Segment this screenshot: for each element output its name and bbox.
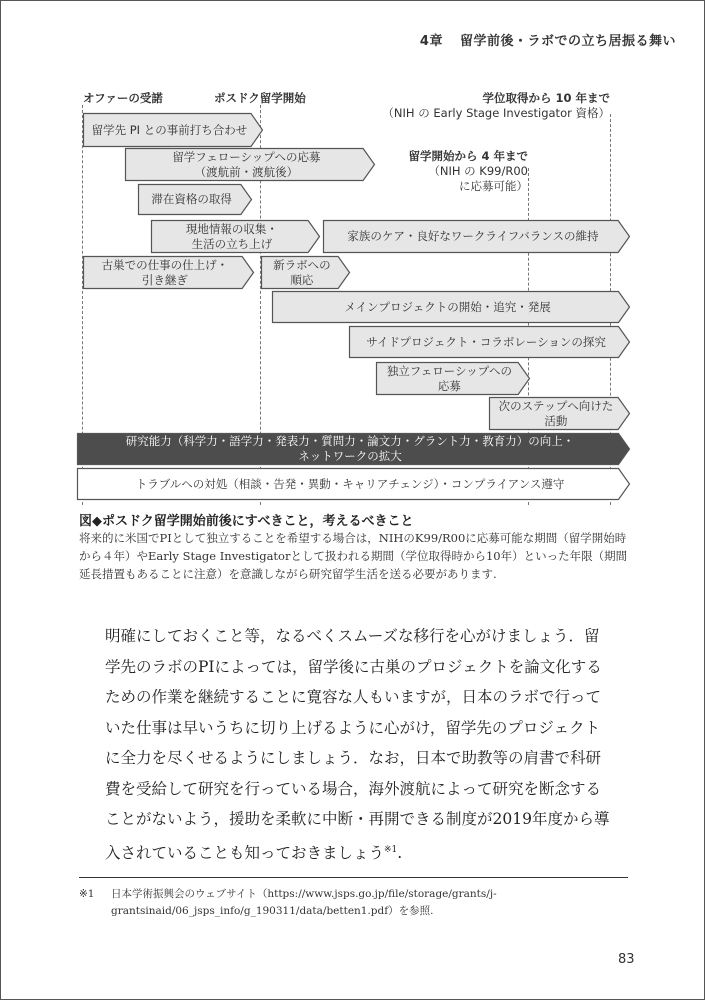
bar-label-line: サイドプロジェクト・コラボレーションの探究: [366, 334, 606, 349]
bar-label: [125, 148, 368, 181]
footnote-reference[interactable]: ※1: [384, 844, 398, 855]
chapter-number: 4章: [419, 34, 443, 49]
page-number: 83: [618, 952, 635, 967]
bar-label-line: 活動: [544, 413, 568, 428]
body-line: 費を受給して研究を行っている場合，海外渡航によって研究を断念する: [105, 779, 602, 798]
bar-label-line: 引き継ぎ: [141, 272, 188, 287]
bar-label-line: 現地情報の収集・: [185, 221, 278, 236]
bar-label: [261, 256, 343, 289]
body-line: ことがないよう，援助を柔軟に中断・再開できる制度が2019年度から導: [105, 810, 610, 828]
bar-label: [489, 397, 623, 430]
chapter-title: 留学前後・ラボでの立ち居振る舞い: [459, 34, 676, 49]
bar-next-step: [489, 397, 630, 430]
footnote-mark: ※1: [79, 888, 95, 900]
bar-label-line: 留学先 PI との事前打ち合わせ: [91, 122, 248, 137]
body-line: に全力を尽くせるようにしましょう．なお，日本で助教等の肩書で科研: [105, 749, 602, 767]
milestone-esi-line-1: 学位取得から 10 年まで: [482, 91, 610, 105]
body-line: 明確にしておくこと等，なるべくスムーズな移行を心がけましょう．留: [105, 627, 600, 645]
bar-label-line: 古巣での仕事の仕上げ・: [101, 257, 229, 272]
body-line: 学先のラボのPIによっては，留学後に古巣のプロジェクトを論文化する: [105, 657, 602, 676]
bar-indep-fellowship: [376, 362, 530, 395]
bar-family: [323, 220, 630, 253]
bar-label-line: 応募: [437, 378, 461, 393]
bar-label-line: ネットワークの拡大: [298, 449, 402, 463]
milestone-label-start: ポスドク留学開始: [214, 91, 306, 105]
bar-label: [323, 220, 623, 253]
milestone-k99-line-3: に応募可能）: [459, 179, 528, 193]
figure-title: 図◆ポスドク留学開始前後にすべきこと，考えるべきこと: [79, 514, 414, 529]
body-line: ための作業を継続することに寛容な人もいますが，日本のラボで行って: [105, 688, 602, 706]
bar-label-line: 次のステップへ向けた: [498, 398, 614, 413]
bar-label-line: 研究能力（科学力・語学力・発表力・質問力・論文力・グラント力・教育力）の向上・: [125, 434, 575, 448]
bar-label: [83, 256, 247, 289]
bar-label-line: 生活の立ち上げ: [191, 236, 273, 251]
bar-pi-meeting: [83, 113, 263, 147]
footnote-divider: [79, 877, 628, 878]
bar-label-line: 滞在資格の取得: [151, 192, 232, 206]
bar-label-line: 留学フェローシップへの応募: [172, 149, 321, 164]
bar-fellowship: [125, 148, 375, 181]
bar-handover: [83, 256, 254, 289]
bar-trouble: [77, 468, 630, 500]
bar-label: [77, 433, 623, 465]
body-line-text: 入されていることも知っておきましょう: [105, 843, 385, 862]
bar-visa: [138, 184, 252, 215]
milestone-k99-line-1: 留学開始から 4 年まで: [408, 149, 528, 163]
milestone-label-k99: [408, 149, 528, 194]
timeline-diagram: [1, 1, 705, 511]
bar-research-skills: [77, 433, 630, 465]
body-line-last: [105, 835, 625, 869]
bar-main-project: [272, 291, 630, 323]
bar-label-line: トラブルへの対処（相談・告発・異動・キャリアチェンジ）・コンプライアンス遵守: [135, 476, 565, 491]
body-line-period: .: [397, 843, 403, 862]
body-line: いた仕事は早いうちに切り上げるように心がけ，留学先のプロジェクト: [105, 718, 601, 737]
milestone-label-offer: オファーの受諾: [83, 91, 163, 105]
bar-label: [151, 220, 313, 253]
bar-label-line: 家族のケア・良好なワークライフバランスの維持: [347, 229, 599, 243]
figure-description: 将来的に米国でPIとして独立することを希望する場合は，NIHのK99/R00に応募可能な期間（留学開始時から４年）やEarly Stage Investigatorとして扱われる期間（学位取得時から10年）といった年限（期間延長措置もあることに注意）を意識しながら研究留学生活を送る必要があります.: [79, 531, 628, 581]
bar-local-info: [151, 220, 320, 253]
bar-label: [376, 362, 523, 395]
bar-side-project: [349, 326, 630, 358]
milestone-k99-line-2: （NIH の K99/R00: [428, 164, 528, 178]
bar-label-line: （渡航前・渡航後）: [194, 164, 299, 179]
bar-label: [272, 291, 623, 323]
bar-label: [83, 113, 256, 147]
bar-label: [138, 184, 245, 215]
bar-label-line: メインプロジェクトの開始・追究・発展: [344, 299, 551, 314]
footnote-text: 日本学術振興会のウェブサイト（https://www.jsps.go.jp/file/storage/grants/j-grantsinaid/06_jsps_info/g_190311/data/betten1.pdf）を参照.: [111, 888, 497, 917]
bar-label: [77, 468, 623, 500]
bar-label-line: 新ラボへの: [273, 257, 331, 272]
bar-label-line: 順応: [290, 272, 314, 287]
bar-label-line: 独立フェローシップへの: [386, 363, 513, 378]
bar-label: [349, 326, 623, 358]
footnote: [79, 886, 639, 920]
bar-adapt: [261, 256, 350, 289]
body-paragraph: [105, 621, 625, 868]
milestone-label-esi: [382, 91, 610, 121]
milestone-esi-line-2: （NIH の Early Stage Investigator 資格）: [382, 106, 610, 120]
